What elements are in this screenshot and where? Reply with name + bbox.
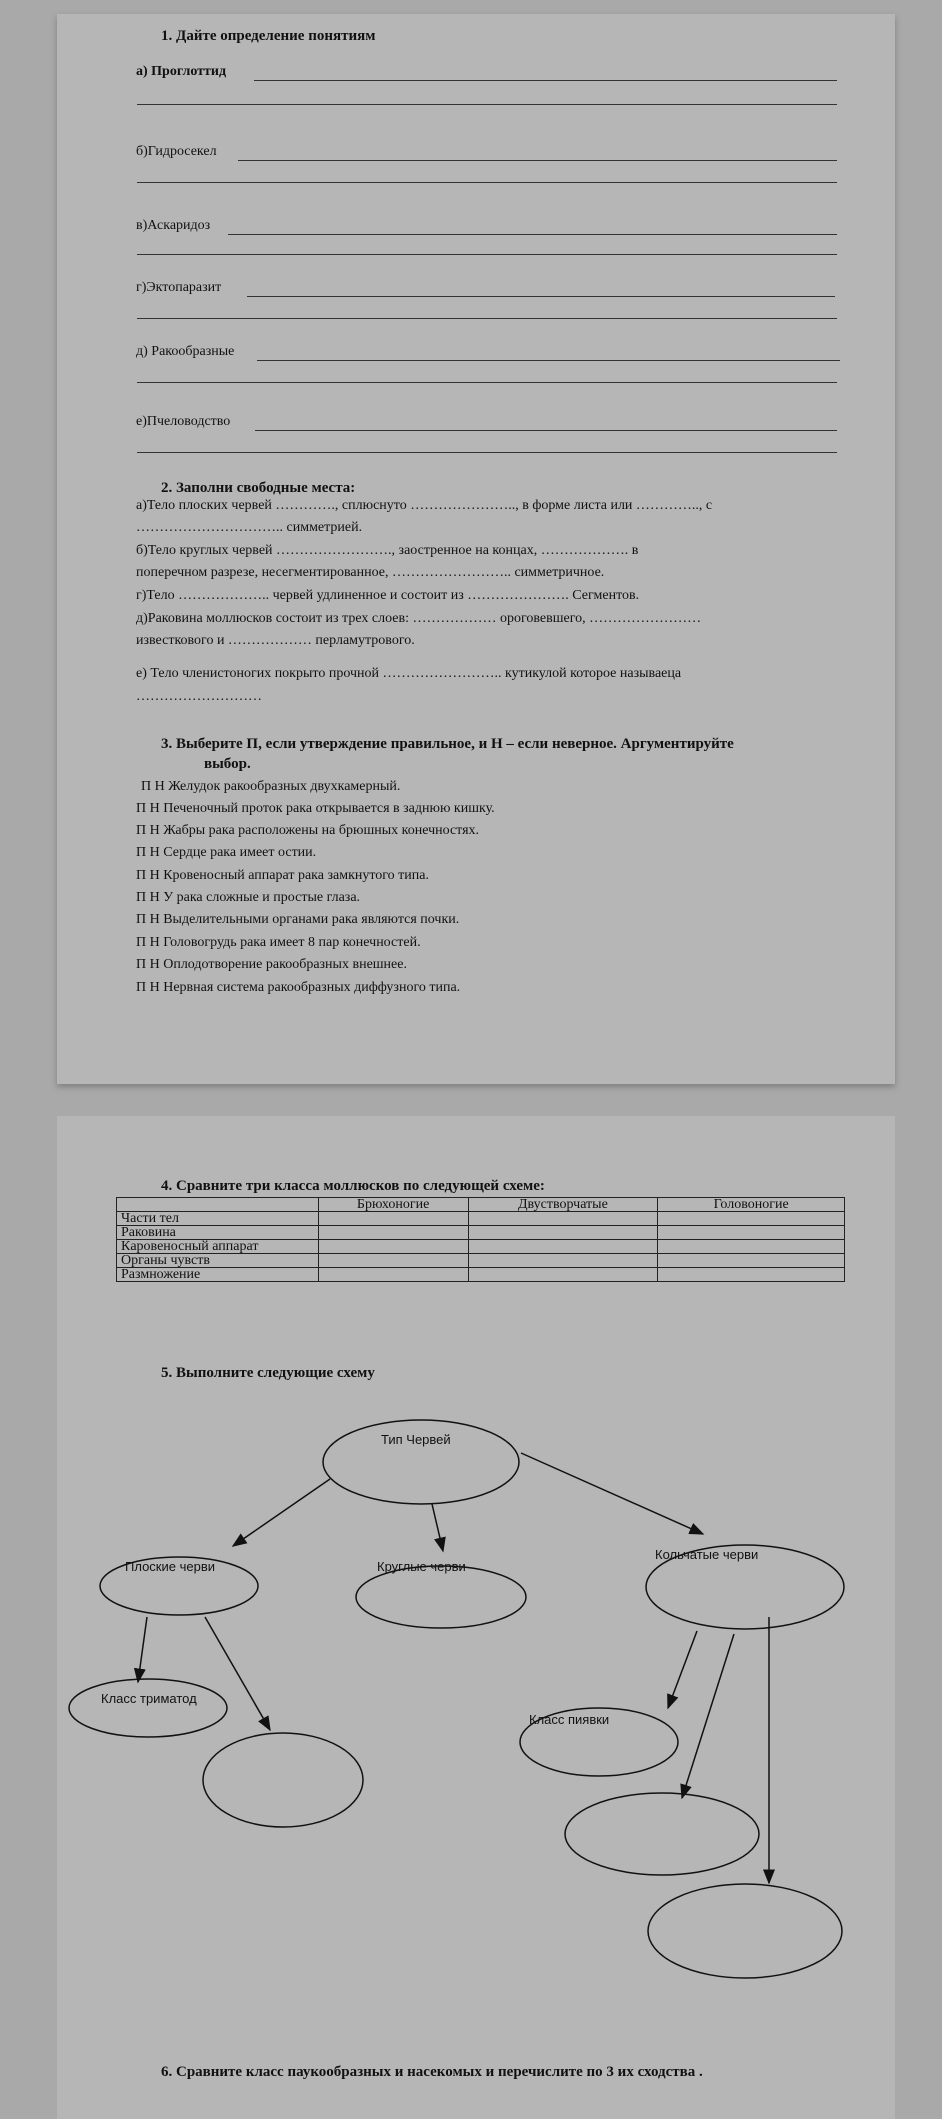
arrow-root-ringed [521, 1453, 703, 1534]
q3-statement: П Н Желудок ракообразных двухкамерный. [141, 779, 401, 794]
q3-statement: П Н Нервная система ракообразных диффузного типа. [136, 980, 461, 995]
q2-line-a2: ………………………….. симметрией. [136, 520, 363, 535]
arrow-root-flat [233, 1479, 330, 1546]
q5-title: 5. Выполните следующие схему [161, 1365, 375, 1381]
node-trematod [69, 1679, 227, 1737]
q2-line-d2: известкового и ……………… перламутрового. [136, 633, 415, 648]
node-round [356, 1566, 526, 1628]
label-trematod: Класс триматод [101, 1691, 197, 1706]
worm-classification-diagram [57, 1116, 895, 2119]
q3-title-cont: выбор. [204, 756, 251, 772]
q1-item-e: д) Ракообразные [136, 344, 235, 359]
q2-line-d: д)Раковина моллюсков состоит из трех слоев: ……………… ороговевшего, …………………… [136, 611, 702, 626]
arrow-ringed-empty-2 [682, 1634, 734, 1798]
node-empty-3 [648, 1884, 842, 1978]
label-round: Круглые черви [377, 1559, 466, 1574]
q1-item-f: е)Пчеловодство [136, 414, 231, 429]
label-leeches: Класс пиявки [529, 1712, 610, 1727]
page-2 [57, 1116, 895, 2119]
q3-statement: П Н Оплодотворение ракообразных внешнее. [136, 957, 407, 972]
q3-statement: П Н Головогрудь рака имеет 8 пар конечностей. [136, 935, 421, 950]
q3-title: 3. Выберите П, если утверждение правильное, и Н – если неверное. Аргументируйте [161, 736, 734, 752]
q4-title: 4. Сравните три класса моллюсков по следующей схеме: [161, 1178, 545, 1194]
label-root: Тип Червей [381, 1432, 451, 1447]
node-empty-1 [203, 1733, 363, 1827]
table-header-cell: Головоногие [658, 1198, 845, 1212]
q3-statement: П Н Печеночный проток рака открывается в заднюю кишку. [136, 801, 495, 816]
q3-statement: П Н Сердце рака имеет остии. [136, 845, 317, 860]
q1-item-c: в)Аскаридоз [136, 218, 211, 233]
row-label: Органы чувств [117, 1254, 319, 1268]
label-flat: Плоские черви [125, 1559, 215, 1574]
q2-line-a: а)Тело плоских червей …………., сплюснуто ………………….., в форме листа или ………….., с [136, 498, 713, 513]
q2-line-b: б)Тело круглых червей ……………………., заостренное на концах, ………………. в [136, 543, 639, 558]
q1-item-a: а) Проглоттид [136, 64, 227, 79]
q2-line-e: е) Тело членистоногих покрыто прочной …………………….. кутикулой которое называеца [136, 666, 682, 681]
table-header-cell: Брюхоногие [318, 1198, 468, 1212]
q3-statement: П Н Кровеносный аппарат рака замкнутого типа. [136, 868, 430, 883]
arrow-flat-trematod [138, 1617, 147, 1682]
q2-title: 2. Заполни свободные места: [161, 480, 356, 496]
node-empty-2 [565, 1793, 759, 1875]
q1-title: 1. Дайте определение понятиям [161, 28, 376, 44]
row-label: Раковина [117, 1226, 319, 1240]
label-ringed: Кольчатые черви [655, 1547, 759, 1562]
page-1 [57, 14, 895, 1084]
row-label: Части тел [117, 1212, 319, 1226]
q1-item-d: г)Эктопаразит [136, 280, 222, 295]
arrow-ringed-leeches [668, 1631, 697, 1708]
row-label: Размножение [117, 1268, 319, 1282]
q6-title: 6. Сравните класс паукообразных и насекомых и перечислите по 3 их сходства . [161, 2064, 703, 2080]
q3-statement: П Н Выделительными органами рака являются почки. [136, 912, 460, 927]
table-header-cell: Двустворчатые [468, 1198, 658, 1212]
arrow-flat-empty-1 [205, 1617, 270, 1730]
q2-line-b2: поперечном разрезе, несегментированное, …………………….. симметричное. [136, 565, 605, 580]
q3-statement: П Н У рака сложные и простые глаза. [136, 890, 361, 905]
q1-item-b: б)Гидросекел [136, 144, 217, 159]
arrow-root-round [432, 1504, 443, 1551]
q3-statement: П Н Жабры рака расположены на брюшных конечностях. [136, 823, 480, 838]
q2-line-g: г)Тело ……………….. червей удлиненное и состоит из …………………. Сегментов. [136, 588, 640, 603]
row-label: Кaровеносный аппарат [117, 1240, 319, 1254]
q2-line-e2: ……………………… [136, 689, 262, 704]
